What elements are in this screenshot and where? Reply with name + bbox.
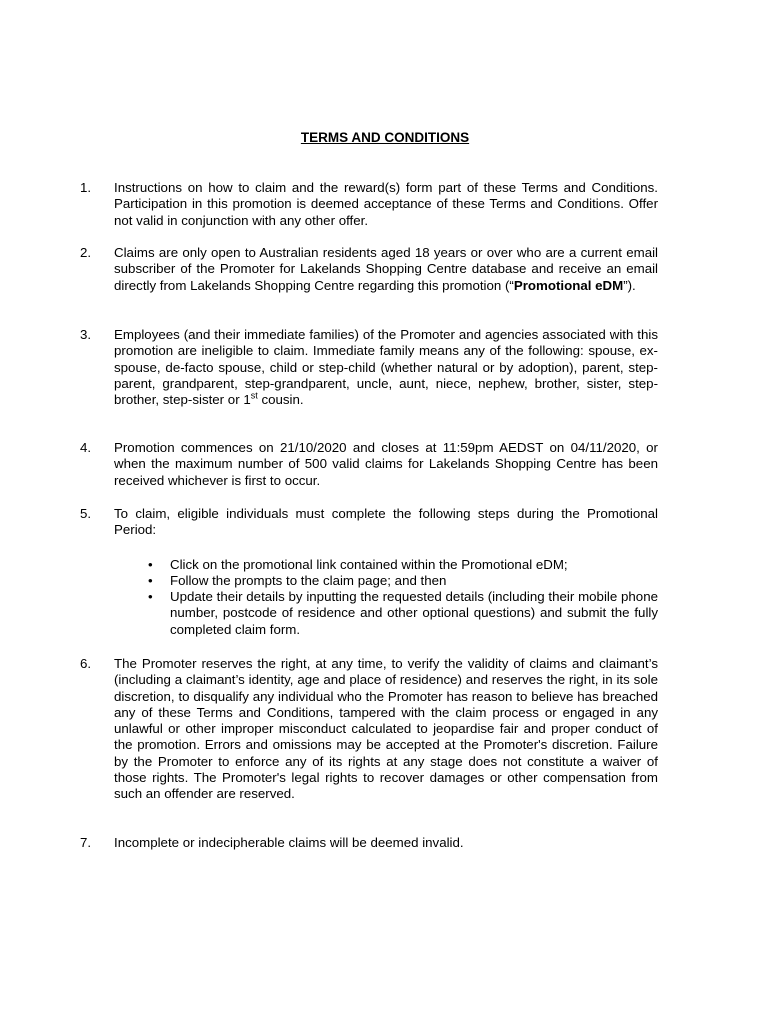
list-item-text: Click on the promotional link contained within the Promotional eDM; bbox=[170, 556, 568, 572]
clause-7 bbox=[80, 835, 658, 851]
clause-text-superscript: st bbox=[250, 390, 258, 401]
clause-text: The Promoter reserves the right, at any time, to verify the validity of claims and claimant’s (including a claimant’s identity, age and place of residence) and reserves the right, in its sole discretion, to disqualify any individual who the Promoter has reason to believe has breached any of these Terms and Conditions, tampered with the claim process or engaged in any unlawful or other improper misconduct calculated to jeopardise fair and proper conduct of the promotion. Errors and omissions may be accepted at the Promoter's discretion. Failure by the Promoter to enforce any of its rights at any stage does not constitute a waiver of those rights. The Promoter's legal rights to recover damages or other compensation from such an offender are reserved. bbox=[114, 656, 658, 802]
clause-text bbox=[114, 245, 658, 294]
clause-text-part: ”). bbox=[623, 277, 636, 293]
list-item bbox=[148, 556, 658, 573]
clause-number: 6. bbox=[80, 656, 92, 671]
bullet-icon: • bbox=[148, 556, 153, 572]
clause-5 bbox=[80, 506, 658, 638]
clause-text-bold: Promotional eDM bbox=[513, 277, 624, 293]
clause-text: To claim, eligible individuals must complete the following steps during the Promotional Period: bbox=[114, 506, 658, 538]
clause-number: 7. bbox=[80, 835, 92, 850]
list-item bbox=[148, 589, 658, 638]
clause-text: Incomplete or indecipherable claims will be deemed invalid. bbox=[114, 835, 464, 850]
clause-1 bbox=[80, 180, 658, 229]
claim-steps-list bbox=[80, 557, 658, 638]
clause-text-part: Employees (and their immediate families) of the Promoter and agencies associated with this promotion are ineligible to claim. Immediate family means any of the following: spouse, ex-spouse, de-facto spouse, child or step-child (whether natural or by adoption), parent, step-parent, grandparent, step-grandparent, uncle, aunt, niece, nephew, brother, sister, step-brother, step-sister or 1 bbox=[114, 327, 658, 408]
clause-text: Promotion commences on 21/10/2020 and closes at 11:59pm AEDST on 04/11/2020, or when the maximum number of 500 valid claims for Lakelands Shopping Centre has been received whichever is first to occur. bbox=[114, 440, 658, 488]
list-item bbox=[148, 572, 658, 589]
clause-text-part: Claims are only open to Australian residents aged 18 years or over who are a current email subscriber of the Promoter for Lakelands Shopping Centre database and receive an email directly from Lakelands Shopping Centre regarding this promotion (“ bbox=[114, 245, 658, 293]
clause-4 bbox=[80, 440, 658, 489]
list-item-text: Follow the prompts to the claim page; and then bbox=[170, 572, 447, 588]
clause-number: 1. bbox=[80, 180, 92, 195]
clause-text-part: cousin. bbox=[257, 392, 304, 408]
document-title: TERMS AND CONDITIONS bbox=[300, 130, 470, 145]
bullet-icon: • bbox=[148, 589, 153, 605]
clause-text bbox=[114, 327, 658, 408]
clause-6 bbox=[80, 656, 658, 803]
clause-3 bbox=[80, 327, 658, 408]
list-item-text: Update their details by inputting the requested details (including their mobile phone number, postcode of residence and other optional questions) and submit the fully completed claim form. bbox=[170, 589, 658, 637]
clause-number: 5. bbox=[80, 506, 92, 521]
clause-number: 3. bbox=[80, 327, 92, 342]
clause-text: Instructions on how to claim and the reward(s) form part of these Terms and Conditions. Participation in this promotion is deemed acceptance of these Terms and Conditions. Offer not valid in conjunction with any other offer. bbox=[114, 180, 658, 228]
bullet-icon: • bbox=[148, 572, 153, 588]
clause-2 bbox=[80, 245, 658, 294]
clause-number: 4. bbox=[80, 440, 92, 455]
clause-number: 2. bbox=[80, 245, 92, 260]
